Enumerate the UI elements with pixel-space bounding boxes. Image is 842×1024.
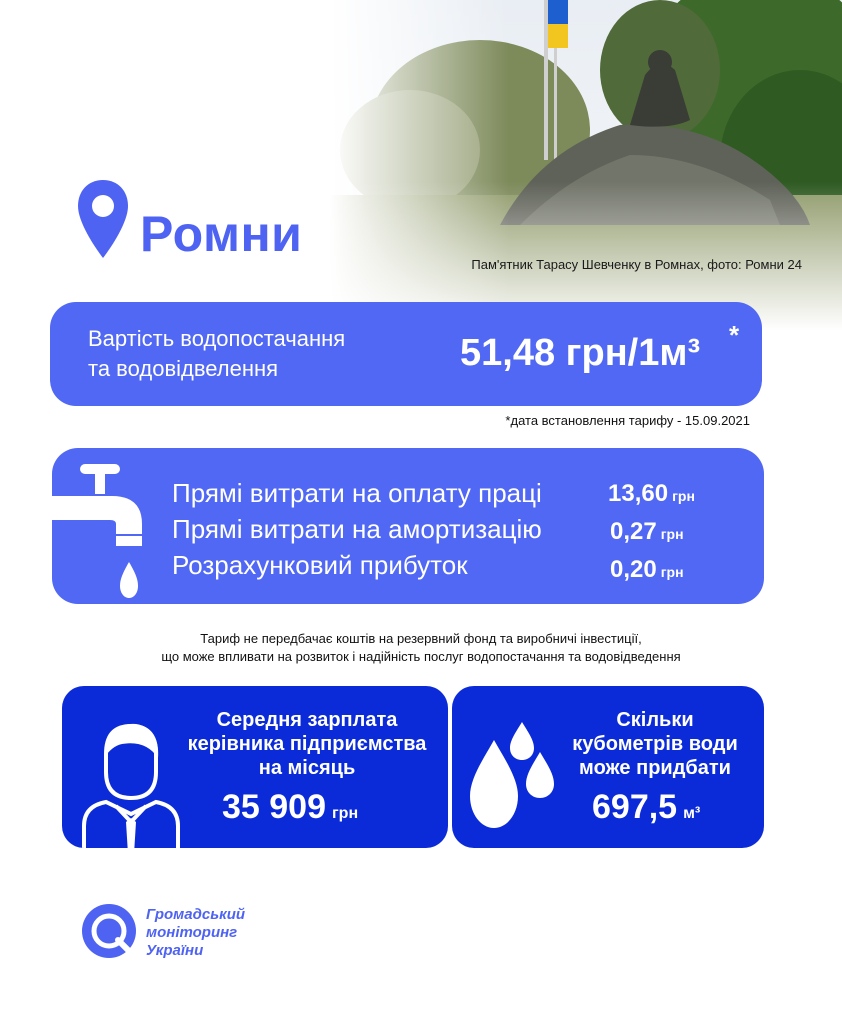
tariff-value: 51,48 грн/1м³: [460, 332, 701, 374]
tariff-card: [50, 302, 762, 406]
monument-photo: [330, 0, 842, 330]
water-title-line1: Скільки: [616, 709, 694, 731]
salary-amount: 35 909: [222, 788, 326, 826]
water-value: [592, 788, 700, 827]
location-pin-icon: [76, 178, 130, 265]
disclaimer-line1: Тариф не передбачає коштів на резервний фонд та виробничі інвестиції,: [200, 631, 642, 646]
photo-caption: Пам'ятник Тарасу Шевченку в Ромнах, фото: Ромни 24: [471, 257, 802, 272]
disclaimer-line2: що може впливати на розвиток і надійність послуг водопостачання та водовідведення: [161, 649, 681, 664]
salary-value: [222, 788, 358, 827]
water-unit: м³: [683, 805, 701, 822]
water-amount: 697,5: [592, 788, 678, 826]
cost-amount: 13,60: [608, 480, 669, 507]
cost-value-profit: [610, 556, 684, 584]
logo-line1: Громадський: [146, 906, 246, 923]
cost-unit: грн: [660, 526, 684, 542]
tariff-label-line1: Вартість водопостачання: [88, 326, 346, 351]
salary-title: [170, 708, 444, 780]
salary-title-line2: керівника підприємства: [187, 733, 427, 755]
salary-card: [62, 686, 448, 848]
cost-amount: 0,27: [610, 518, 657, 545]
cost-amount: 0,20: [610, 556, 657, 583]
cost-value-depreciation: [610, 518, 684, 546]
costs-card: [52, 448, 764, 604]
salary-title-line1: Середня зарплата: [216, 709, 398, 731]
water-tap-icon: [52, 462, 148, 607]
city-name: Ромни: [140, 206, 303, 262]
monitoring-logo-icon: [80, 902, 138, 965]
cost-unit: грн: [660, 564, 684, 580]
cost-label-labor: Прямі витрати на оплату праці: [172, 478, 542, 508]
salary-title-line3: на місяць: [258, 757, 356, 779]
cost-unit: грн: [672, 488, 695, 504]
water-title-line3: може придбати: [579, 757, 731, 779]
logo-line3: України: [146, 942, 204, 959]
cost-label-depreciation: Прямі витрати на амортизацію: [172, 514, 542, 544]
cost-value-labor: [608, 480, 695, 508]
tariff-disclaimer: [0, 630, 842, 666]
tariff-label: [88, 324, 448, 384]
cost-label-profit: Розрахунковий прибуток: [172, 550, 468, 580]
water-title: [552, 708, 758, 780]
water-title-line2: кубометрів води: [572, 733, 738, 755]
tariff-label-line2: та водовідвелення: [88, 356, 279, 381]
salary-unit: грн: [332, 805, 359, 822]
water-card: [452, 686, 764, 848]
logo-text[interactable]: [146, 906, 245, 960]
tariff-asterisk: *: [729, 320, 740, 350]
tariff-date-note: *дата встановлення тарифу - 15.09.2021: [505, 413, 750, 428]
logo-line2: моніторинг: [146, 924, 238, 941]
